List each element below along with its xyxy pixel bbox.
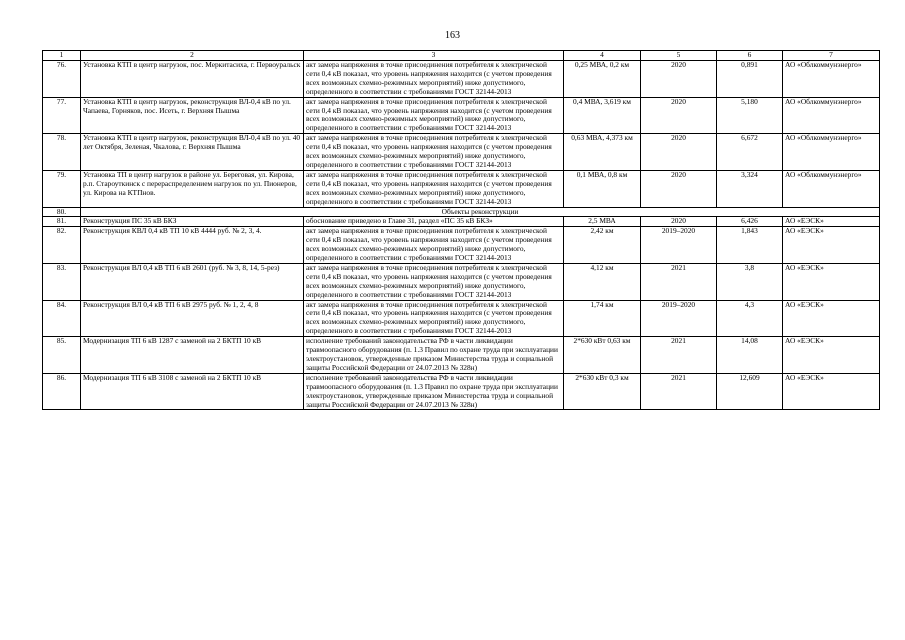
project-name: Реконструкция КВЛ 0,4 кВ ТП 10 кВ 4444 руб. № 2, 3, 4. bbox=[81, 227, 304, 264]
table-section bbox=[43, 207, 880, 217]
organization: АО «Облкоммунэнерго» bbox=[783, 170, 880, 207]
justification: акт замера напряжения в точке присоединения потребителя к электрической сети 0,4 кВ показал, что уровень напряжения находится (с учетом проведения всех возможных схемно-режимных мероприятий) ниже допустимого, определенного в соответствии с требованиями ГОСТ 32144-2013 bbox=[304, 227, 564, 264]
year: 2021 bbox=[641, 263, 717, 300]
organization: АО «ЕЭСК» bbox=[783, 337, 880, 374]
header-cell: 3 bbox=[304, 51, 564, 61]
project-name: Модернизация ТП 6 кВ 3108 с заменой на 2 БКТП 10 кВ bbox=[81, 373, 304, 410]
table-row bbox=[43, 97, 880, 134]
row-number: 81. bbox=[43, 217, 81, 227]
capacity: 2*630 кВт 0,63 км bbox=[564, 337, 641, 374]
justification: акт замера напряжения в точке присоединения потребителя к электрической сети 0,4 кВ показал, что уровень напряжения находится (с учетом проведения всех возможных схемно-режимных мероприятий) ниже допустимого, определенного в соответствии с требованиями ГОСТ 32144-2013 bbox=[304, 300, 564, 337]
organization: АО «ЕЭСК» bbox=[783, 217, 880, 227]
row-number: 82. bbox=[43, 227, 81, 264]
organization: АО «Облкоммунэнерго» bbox=[783, 97, 880, 134]
capacity: 0,1 МВА, 0,8 км bbox=[564, 170, 641, 207]
section-title: Объекты реконструкции bbox=[81, 207, 880, 217]
capacity: 0,4 МВА, 3,619 км bbox=[564, 97, 641, 134]
cost: 6,672 bbox=[717, 134, 783, 171]
organization: АО «ЕЭСК» bbox=[783, 300, 880, 337]
row-number: 84. bbox=[43, 300, 81, 337]
year: 2021 bbox=[641, 373, 717, 410]
capacity: 2*630 кВт 0,3 км bbox=[564, 373, 641, 410]
cost: 14,08 bbox=[717, 337, 783, 374]
organization: АО «Облкоммунэнерго» bbox=[783, 134, 880, 171]
table-row bbox=[43, 263, 880, 300]
year: 2020 bbox=[641, 134, 717, 171]
page-number: 163 bbox=[445, 30, 460, 41]
row-number: 78. bbox=[43, 134, 81, 171]
cost: 3,324 bbox=[717, 170, 783, 207]
header-cell: 7 bbox=[783, 51, 880, 61]
project-name: Установка КТП в центр нагрузок, пос. Меркитасиха, г. Первоуральск bbox=[81, 61, 304, 98]
year: 2020 bbox=[641, 170, 717, 207]
row-number: 83. bbox=[43, 263, 81, 300]
project-name: Модернизация ТП 6 кВ 1287 с заменой на 2 БКТП 10 кВ bbox=[81, 337, 304, 374]
year: 2020 bbox=[641, 97, 717, 134]
organization: АО «ЕЭСК» bbox=[783, 227, 880, 264]
cost: 1,843 bbox=[717, 227, 783, 264]
capacity: 0,25 МВА, 0,2 км bbox=[564, 61, 641, 98]
justification: акт замера напряжения в точке присоединения потребителя к электрической сети 0,4 кВ показал, что уровень напряжения находится (с учетом проведения всех возможных схемно-режимных мероприятий) ниже допустимого, определенного в соответствии с требованиями ГОСТ 32144-2013 bbox=[304, 134, 564, 171]
header-cell: 5 bbox=[641, 51, 717, 61]
year: 2019–2020 bbox=[641, 300, 717, 337]
table-row bbox=[43, 170, 880, 207]
row-number: 86. bbox=[43, 373, 81, 410]
year: 2020 bbox=[641, 217, 717, 227]
table-body-new-objects bbox=[43, 61, 880, 208]
organization: АО «ЕЭСК» bbox=[783, 263, 880, 300]
table-row bbox=[43, 61, 880, 98]
cost: 0,891 bbox=[717, 61, 783, 98]
cost: 6,426 bbox=[717, 217, 783, 227]
organization: АО «Облкоммунэнерго» bbox=[783, 61, 880, 98]
organization: АО «ЕЭСК» bbox=[783, 373, 880, 410]
project-name: Установка ТП в центр нагрузок в районе ул. Береговая, ул. Кирова, р.п. Староуткинск с перераспределением нагрузок по ул. Пионеров, ул. Кирова на КТПнов. bbox=[81, 170, 304, 207]
projects-table bbox=[42, 50, 880, 410]
header-cell: 1 bbox=[43, 51, 81, 61]
justification: акт замера напряжения в точке присоединения потребителя к электрической сети 0,4 кВ показал, что уровень напряжения находится (с учетом проведения всех возможных схемно-режимных мероприятий) ниже допустимого, определенного в соответствии с требованиями ГОСТ 32144-2013 bbox=[304, 263, 564, 300]
capacity: 2,42 км bbox=[564, 227, 641, 264]
capacity: 0,63 МВА, 4,373 км bbox=[564, 134, 641, 171]
capacity: 2,5 МВА bbox=[564, 217, 641, 227]
year: 2021 bbox=[641, 337, 717, 374]
justification: акт замера напряжения в точке присоединения потребителя к электрической сети 0,4 кВ показал, что уровень напряжения находится (с учетом проведения всех возможных схемно-режимных мероприятий) ниже допустимого, определенного в соответствии с требованиями ГОСТ 32144-2013 bbox=[304, 61, 564, 98]
table-header bbox=[43, 51, 880, 61]
table-row bbox=[43, 373, 880, 410]
year: 2020 bbox=[641, 61, 717, 98]
header-cell: 4 bbox=[564, 51, 641, 61]
justification: исполнение требований законодательства РФ в части ликвидации травмоопасного оборудования (п. 1.3 Правил по охране труда при эксплуатации электроустановок, утвержденные приказом Министерства труда и социальной защиты Российской Федерации от 24.07.2013 № 328н) bbox=[304, 337, 564, 374]
row-number: 85. bbox=[43, 337, 81, 374]
table-row bbox=[43, 337, 880, 374]
table-body-reconstruction bbox=[43, 217, 880, 410]
table-row bbox=[43, 134, 880, 171]
project-name: Установка КТП в центр нагрузок, реконструкция ВЛ-0,4 кВ по ул. 40 лет Октября, Зеленая, Чкалова, г. Верхняя Пышма bbox=[81, 134, 304, 171]
capacity: 1,74 км bbox=[564, 300, 641, 337]
capacity: 4,12 км bbox=[564, 263, 641, 300]
section-row bbox=[43, 207, 880, 217]
cost: 5,180 bbox=[717, 97, 783, 134]
header-row bbox=[43, 51, 880, 61]
cost: 4,3 bbox=[717, 300, 783, 337]
project-name: Реконструкция ВЛ 0,4 кВ ТП 6 кВ 2975 руб. № 1, 2, 4, 8 bbox=[81, 300, 304, 337]
table-row bbox=[43, 217, 880, 227]
row-number: 79. bbox=[43, 170, 81, 207]
project-name: Установка КТП в центр нагрузок, реконструкция ВЛ-0,4 кВ по ул. Чапаева, Горняков, пос. Исеть, г. Верхняя Пышма bbox=[81, 97, 304, 134]
justification: акт замера напряжения в точке присоединения потребителя к электрической сети 0,4 кВ показал, что уровень напряжения находится (с учетом проведения всех возможных схемно-режимных мероприятий) ниже допустимого, определенного в соответствии с требованиями ГОСТ 32144-2013 bbox=[304, 170, 564, 207]
header-cell: 6 bbox=[717, 51, 783, 61]
justification: исполнение требований законодательства РФ в части ликвидации травмоопасного оборудования (п. 1.3 Правил по охране труда при эксплуатации электроустановок, утвержденные приказом Министерства труда и социальной защиты Российской Федерации от 24.07.2013 № 328н) bbox=[304, 373, 564, 410]
row-number: 76. bbox=[43, 61, 81, 98]
header-cell: 2 bbox=[81, 51, 304, 61]
project-name: Реконструкция ВЛ 0,4 кВ ТП 6 кВ 2601 (руб. № 3, 8, 14, 5-рез) bbox=[81, 263, 304, 300]
row-number: 80. bbox=[43, 207, 81, 217]
project-name: Реконструкция ПС 35 кВ БКЗ bbox=[81, 217, 304, 227]
row-number: 77. bbox=[43, 97, 81, 134]
table-row bbox=[43, 227, 880, 264]
cost: 3,8 bbox=[717, 263, 783, 300]
justification: акт замера напряжения в точке присоединения потребителя к электрической сети 0,4 кВ показал, что уровень напряжения находится (с учетом проведения всех возможных схемно-режимных мероприятий) ниже допустимого, определенного в соответствии с требованиями ГОСТ 32144-2013 bbox=[304, 97, 564, 134]
year: 2019–2020 bbox=[641, 227, 717, 264]
table-row bbox=[43, 300, 880, 337]
justification: обоснование приведено в Главе 31, раздел «ПС 35 кВ БКЗ» bbox=[304, 217, 564, 227]
cost: 12,609 bbox=[717, 373, 783, 410]
